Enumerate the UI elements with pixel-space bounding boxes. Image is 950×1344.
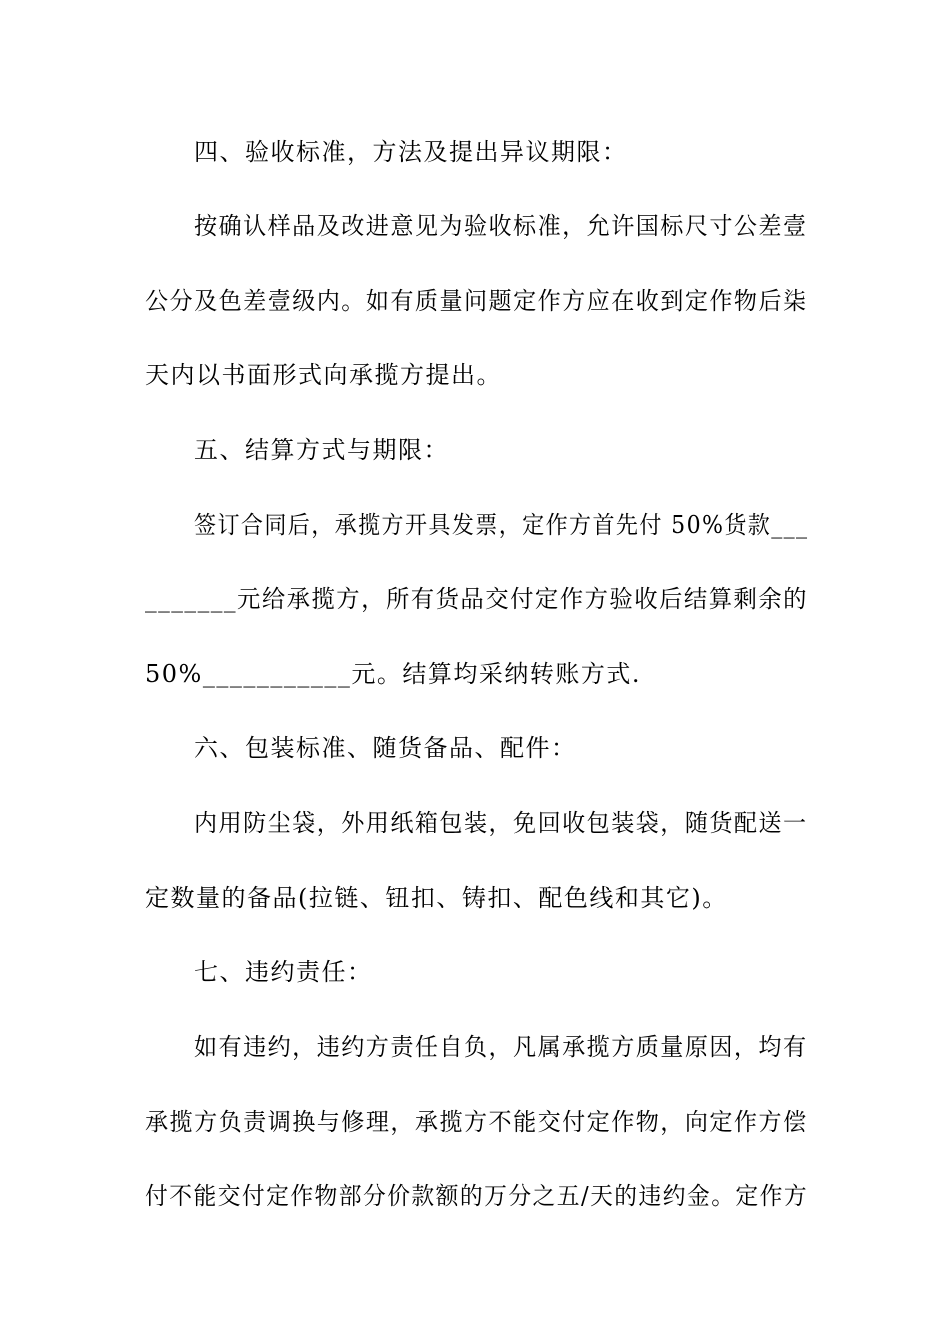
paragraph-line: 定数量的备品(拉链、钮扣、铸扣、配色线和其它)。: [145, 884, 728, 912]
paragraph-line: 如有违约，违约方责任自负，凡属承揽方质量原因，均有: [194, 1033, 808, 1061]
paragraph-line: 公分及色差壹级内。如有质量问题定作方应在收到定作物后柒: [145, 287, 808, 315]
paragraph-line: 天内以书面形式向承揽方提出。: [145, 361, 502, 389]
paragraph-line: 承揽方负责调换与修理，承揽方不能交付定作物，向定作方偿: [145, 1108, 808, 1136]
section-6-heading: 六、包装标准、随货备品、配件：: [194, 734, 577, 762]
paragraph-line: 签订合同后，承揽方开具发票，定作方首先付 50%货款___: [194, 511, 809, 539]
paragraph-line: _______元给承揽方，所有货品交付定作方验收后结算剩余的: [145, 585, 808, 613]
section-5-heading: 五、结算方式与期限：: [194, 436, 449, 464]
paragraph-line: 内用防尘袋，外用纸箱包装，免回收包装袋，随货配送一: [194, 809, 808, 837]
paragraph-line: 付不能交付定作物部分价款额的万分之五/天的违约金。定作方: [145, 1182, 809, 1210]
paragraph-line: 按确认样品及改进意见为验收标准，允许国标尺寸公差壹: [194, 212, 808, 240]
section-7-heading: 七、违约责任：: [194, 958, 373, 986]
section-4-heading: 四、验收标准，方法及提出异议期限：: [194, 138, 628, 166]
paragraph-line: 50%___________元。结算均采纳转账方式.: [145, 660, 641, 688]
